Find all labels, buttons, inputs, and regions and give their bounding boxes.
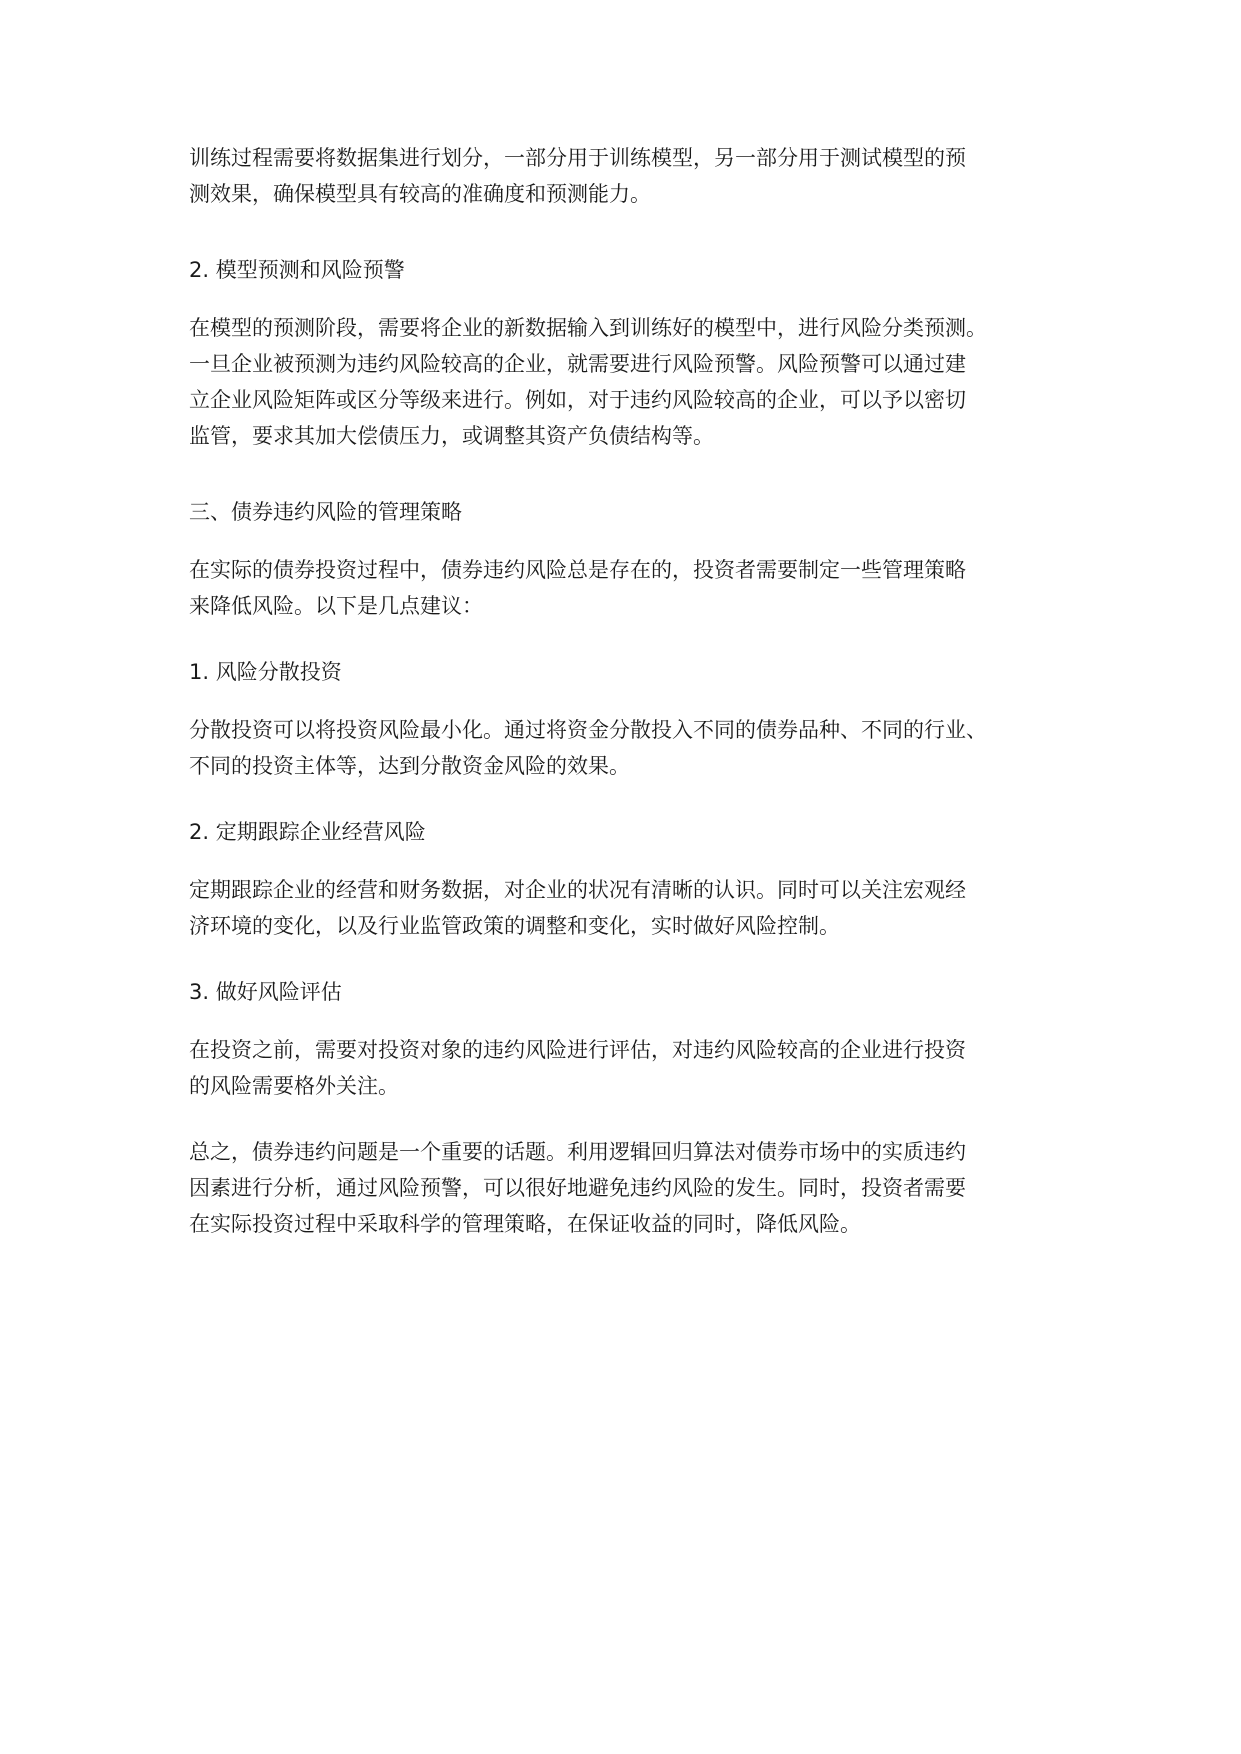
text-line: 定期跟踪企业的经营和财务数据，对企业的状况有清晰的认识。同时可以关注宏观经 — [189, 878, 966, 902]
text-line: 训练过程需要将数据集进行划分，一部分用于训练模型，另一部分用于测试模型的预 — [189, 146, 966, 170]
text-line: 一旦企业被预测为违约风险较高的企业，就需要进行风险预警。风险预警可以通过建 — [189, 352, 966, 376]
text-line: 总之，债券违约问题是一个重要的话题。利用逻辑回归算法对债券市场中的实质违约 — [189, 1140, 966, 1164]
section-heading: 3. 做好风险评估 — [189, 980, 342, 1004]
text-line: 监管，要求其加大偿债压力，或调整其资产负债结构等。 — [189, 424, 714, 448]
text-line: 在模型的预测阶段，需要将企业的新数据输入到训练好的模型中，进行风险分类预测。 — [189, 316, 987, 340]
paragraph-training-split — [189, 140, 1069, 212]
text-line: 分散投资可以将投资风险最小化。通过将资金分散投入不同的债券品种、不同的行业、 — [189, 718, 987, 742]
paragraph-management-intro — [189, 552, 1069, 624]
section-heading: 三、债券违约风险的管理策略 — [189, 500, 462, 524]
heading-diversify — [189, 654, 1069, 690]
text-line: 测效果，确保模型具有较高的准确度和预测能力。 — [189, 182, 651, 206]
paragraph-assessment — [189, 1032, 1069, 1104]
heading-management-strategy — [189, 494, 1069, 530]
section-heading: 2. 定期跟踪企业经营风险 — [189, 820, 426, 844]
section-heading: 1. 风险分散投资 — [189, 660, 342, 684]
paragraph-model-prediction — [189, 310, 1069, 454]
text-line: 在实际投资过程中采取科学的管理策略，在保证收益的同时，降低风险。 — [189, 1212, 861, 1236]
paragraph-tracking — [189, 872, 1069, 944]
text-line: 在实际的债券投资过程中，债券违约风险总是存在的，投资者需要制定一些管理策略 — [189, 558, 966, 582]
text-line: 的风险需要格外关注。 — [189, 1074, 399, 1098]
text-line: 不同的投资主体等，达到分散资金风险的效果。 — [189, 754, 630, 778]
heading-assessment — [189, 974, 1069, 1010]
section-heading: 2. 模型预测和风险预警 — [189, 258, 405, 282]
paragraph-diversify — [189, 712, 1069, 784]
text-line: 因素进行分析，通过风险预警，可以很好地避免违约风险的发生。同时，投资者需要 — [189, 1176, 966, 1200]
heading-model-prediction — [189, 252, 1069, 288]
text-line: 立企业风险矩阵或区分等级来进行。例如，对于违约风险较高的企业，可以予以密切 — [189, 388, 966, 412]
paragraph-conclusion — [189, 1134, 1069, 1242]
heading-tracking — [189, 814, 1069, 850]
text-line: 济环境的变化，以及行业监管政策的调整和变化，实时做好风险控制。 — [189, 914, 840, 938]
text-line: 在投资之前，需要对投资对象的违约风险进行评估，对违约风险较高的企业进行投资 — [189, 1038, 966, 1062]
text-line: 来降低风险。以下是几点建议： — [189, 594, 483, 618]
